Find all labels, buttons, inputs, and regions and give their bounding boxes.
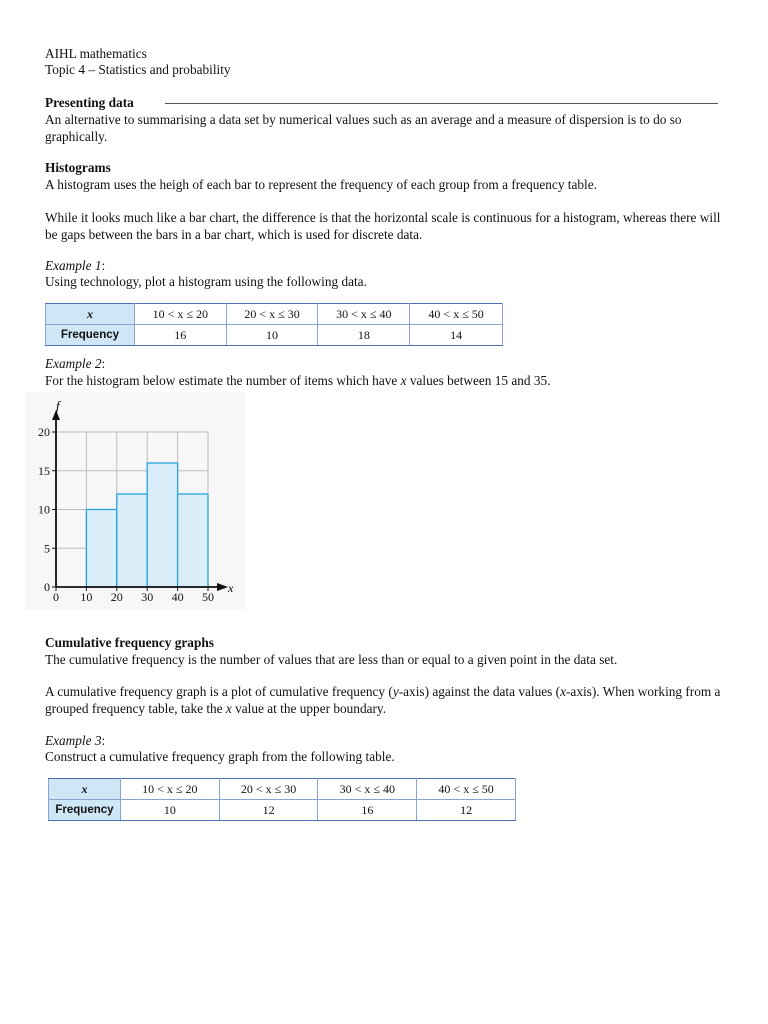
frequency-cell: 10 — [226, 325, 318, 346]
interval-cell: 40 < x ≤ 50 — [410, 304, 503, 325]
x-tick-label: 30 — [141, 590, 154, 604]
example-3-label: Example 3: — [45, 733, 106, 748]
example-1-label: Example 1: — [45, 258, 106, 273]
cumulative-text-1: The cumulative frequency is the number of values that are less than or equal to a given point in the data set. — [45, 652, 618, 667]
example-2-label: Example 2: — [45, 356, 106, 371]
y-tick-label: 10 — [38, 502, 50, 517]
presenting-data-text: An alternative to summarising a data set by numerical values such as an average and a measure of dispersion is to do so graphically. — [45, 112, 682, 144]
frequency-header: Frequency — [46, 325, 135, 346]
frequency-cell: 10 — [120, 800, 219, 821]
x-header: x — [46, 304, 135, 325]
x-tick-label: 20 — [110, 590, 123, 604]
interval-cell: 20 < x ≤ 30 — [219, 779, 318, 800]
presenting-data-heading: Presenting data — [45, 95, 134, 110]
topic-title: Topic 4 – Statistics and probability — [45, 62, 231, 77]
x-tick-label: 50 — [202, 590, 214, 604]
histograms-text-2: While it looks much like a bar chart, the difference is that the horizontal scale is continuous for a histogram, whereas there will be gaps between the bars in a bar chart, which is used for discrete data. — [45, 210, 721, 242]
x-tick-label: 10 — [80, 590, 93, 604]
example-1-text: Using technology, plot a histogram using the following data. — [45, 274, 367, 289]
heading-rule — [165, 103, 718, 104]
frequency-cell: 14 — [410, 325, 503, 346]
example-2-text: For the histogram below estimate the number of items which have x values between 15 and 35. — [45, 373, 551, 388]
histogram-bar — [147, 463, 177, 587]
histogram-bar — [178, 494, 208, 587]
x-header: x — [49, 779, 121, 800]
histograms-text-1: A histogram uses the heigh of each bar to represent the frequency of each group from a frequency table. — [45, 177, 597, 192]
y-tick-label: 15 — [38, 463, 50, 478]
x-axis-label: x — [228, 581, 234, 595]
frequency-cell: 18 — [318, 325, 410, 346]
histograms-heading: Histograms — [45, 160, 111, 175]
interval-cell: 40 < x ≤ 50 — [417, 779, 516, 800]
y-axis-label: f — [56, 398, 60, 413]
y-tick-label: 20 — [38, 425, 50, 439]
x-tick-label: 40 — [171, 590, 184, 604]
cumulative-text-2: A cumulative frequency graph is a plot of cumulative frequency (y-axis) against the data values (x-axis). When working from a grouped frequency table, take the x value at the upper boundary. — [45, 684, 721, 716]
example-1-table — [45, 303, 503, 346]
interval-cell: 10 < x ≤ 20 — [120, 779, 219, 800]
interval-cell: 10 < x ≤ 20 — [134, 304, 226, 325]
x-tick-label: 0 — [53, 590, 59, 604]
interval-cell: 20 < x ≤ 30 — [226, 304, 318, 325]
frequency-cell: 12 — [417, 800, 516, 821]
histogram-bar — [117, 494, 147, 587]
y-tick-label: 0 — [44, 580, 50, 594]
interval-cell: 30 < x ≤ 40 — [318, 304, 410, 325]
frequency-header: Frequency — [49, 800, 121, 821]
course-title: AIHL mathematics — [45, 46, 147, 61]
example-3-text: Construct a cumulative frequency graph from the following table. — [45, 749, 395, 764]
frequency-cell: 12 — [219, 800, 318, 821]
histogram-bar — [86, 510, 116, 588]
interval-cell: 30 < x ≤ 40 — [318, 779, 417, 800]
frequency-cell: 16 — [318, 800, 417, 821]
example-3-table — [48, 778, 516, 821]
histogram-chart — [25, 392, 245, 610]
cumulative-heading: Cumulative frequency graphs — [45, 635, 214, 650]
frequency-cell: 16 — [134, 325, 226, 346]
y-tick-label: 5 — [44, 541, 50, 556]
